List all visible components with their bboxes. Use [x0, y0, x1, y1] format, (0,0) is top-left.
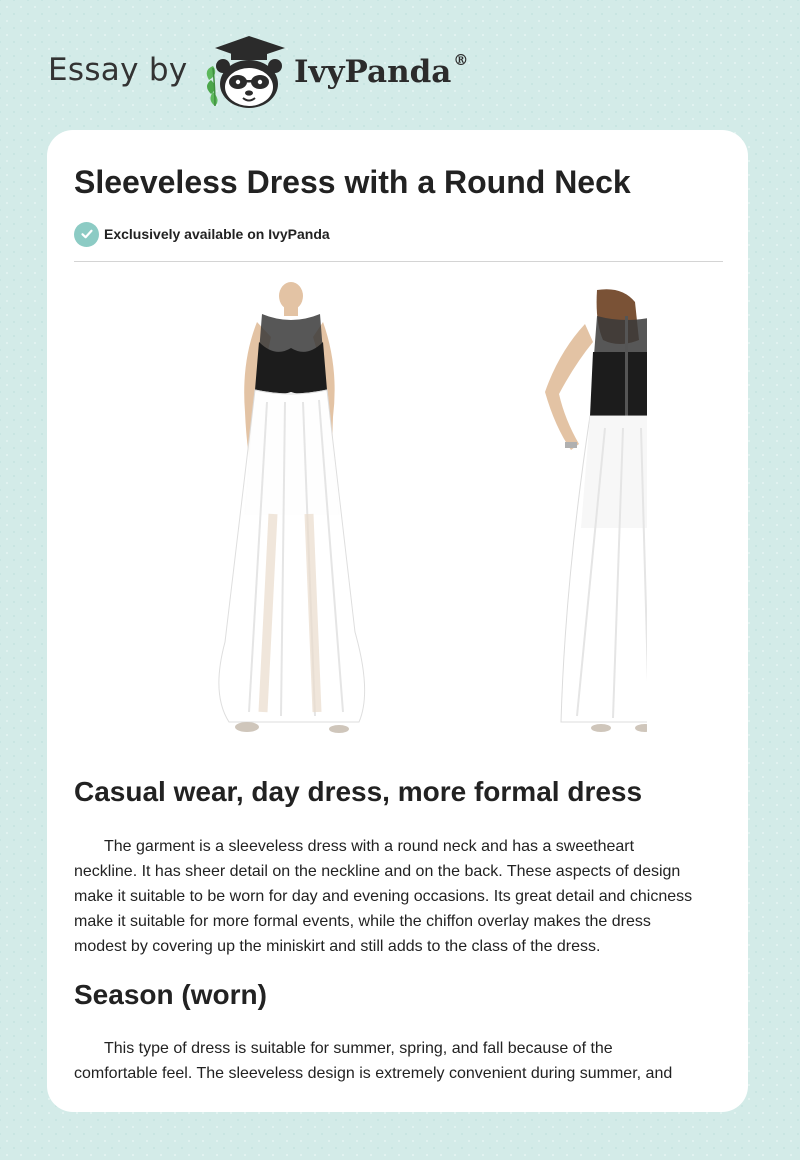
- paragraph-line: make it suitable to be worn for day and evening occasions. Its great detail and chicness: [74, 888, 693, 905]
- paragraph-line: make it suitable for more formal events, while the chiffon overlay makes the dress: [74, 913, 651, 930]
- paragraph-line: The garment is a sleeveless dress with a round neck and has a sweetheart: [104, 838, 635, 855]
- dress-front-view: [219, 282, 365, 733]
- badge-text: Exclusively available on IvyPanda: [104, 226, 330, 242]
- divider: [74, 261, 723, 262]
- paragraph-line: neckline. It has sheer detail on the neckline and on the back. These aspects of design: [74, 863, 681, 880]
- check-icon: [74, 222, 99, 247]
- dress-back-view: [545, 289, 647, 732]
- registered-mark: ®: [453, 50, 469, 69]
- paragraph-line: modest by covering up the miniskirt and still adds to the class of the dress.: [74, 938, 601, 955]
- section-paragraph-casual: [74, 834, 724, 959]
- brand-header: [48, 34, 488, 114]
- page-title: Sleeveless Dress with a Round Neck: [74, 164, 631, 200]
- dress-front-back-illustration-icon: [167, 282, 647, 742]
- section-paragraph-season: [74, 1036, 724, 1086]
- brand-name: IvyPanda ®: [294, 50, 469, 90]
- paragraph-line: This type of dress is suitable for summer, spring, and fall because of the: [104, 1040, 613, 1057]
- panda-graduate-logo-icon: [201, 34, 301, 112]
- section-heading-casual: Casual wear, day dress, more formal dress: [74, 776, 643, 807]
- paragraph-line: comfortable feel. The sleeveless design is extremely convenient during summer, and: [74, 1065, 673, 1082]
- section-heading-season: Season (worn): [74, 979, 267, 1010]
- brand-prefix: Essay by: [48, 52, 188, 88]
- article-card: [47, 130, 748, 1112]
- exclusive-badge: [74, 221, 330, 247]
